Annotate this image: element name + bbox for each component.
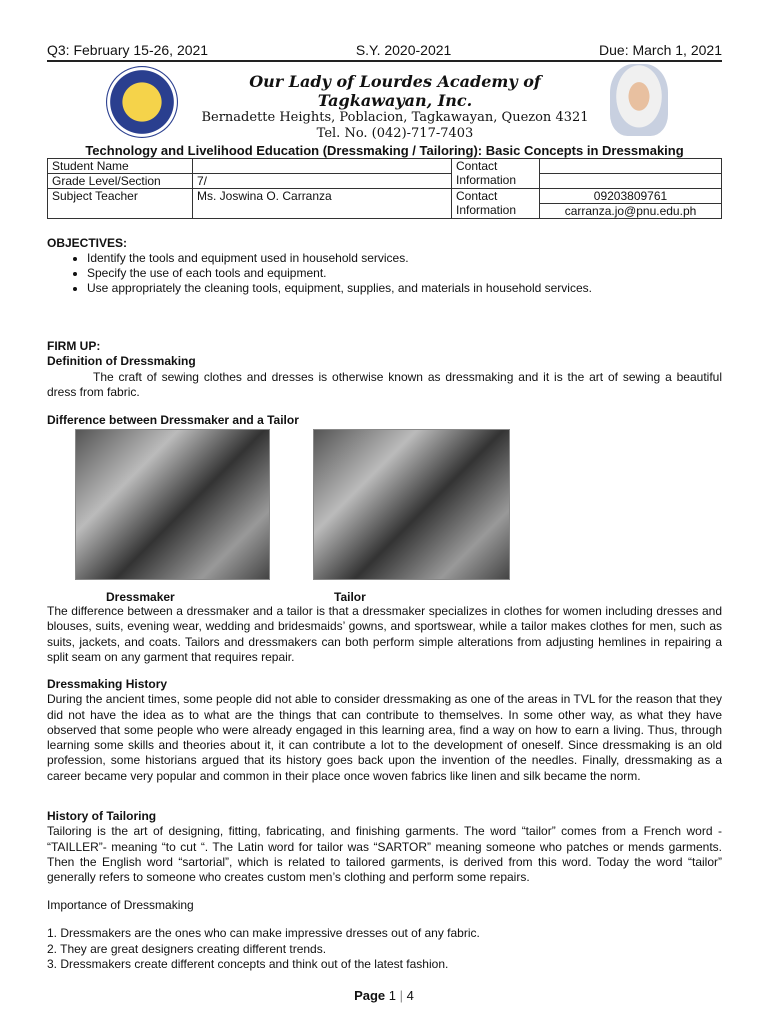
objectives-heading: OBJECTIVES: (47, 236, 128, 250)
quarter-date: Q3: February 15-26, 2021 (47, 42, 209, 58)
firm-up-heading: FIRM UP: (47, 339, 101, 353)
header-bar (47, 42, 722, 62)
teacher-name: Ms. Joswina O. Carranza (193, 189, 452, 219)
objective-item: • Use appropriately the cleaning tools, equipment, supplies, and materials in household services. (87, 281, 722, 296)
school-name: Our Lady of Lourdes Academy of Tagkawayan, Inc. (249, 72, 541, 110)
difference-heading: Difference between Dressmaker and a Tailor (47, 413, 299, 427)
course-title: Technology and Livelihood Education (Dressmaking / Tailoring): Basic Concepts in Dressmaking (85, 143, 684, 158)
definition-heading: Definition of Dressmaking (47, 354, 196, 369)
tailor-caption: Tailor (334, 590, 366, 604)
objectives-section (47, 236, 722, 296)
page-separator: | (399, 988, 404, 1003)
page-total: 4 (406, 988, 414, 1003)
importance-heading: Importance of Dressmaking (47, 898, 194, 912)
teacher-label: Subject Teacher (48, 189, 193, 219)
dressmaker-photo (75, 429, 270, 580)
tailoring-history-text: Tailoring is the art of designing, fitting, fabricating, and finishing garments. The word “tailor” comes from a French word - “TAILLER”- meaning “to cut “. The Latin word for tailor was “SARTOR” meaning someone who patches or mends garments. Then the English word “sartorial”, which is related to tailored garments, is derived from this word. Today the word “tailor” generally refers to someone who creates custom men’s clothing and perform some repairs. (47, 824, 722, 885)
contact-label: Contact Information (452, 159, 540, 189)
student-contact-field[interactable] (540, 159, 722, 174)
teacher-phone: 09203809761 (540, 189, 722, 204)
page-label: Page (354, 988, 386, 1003)
virgin-mary-image (610, 64, 668, 136)
tailoring-history-section (47, 809, 722, 885)
importance-item: 2. They are great designers creating different trends. (47, 941, 327, 956)
due-date: Due: March 1, 2021 (599, 42, 722, 58)
objective-item: • Specify the use of each tools and equipment. (87, 266, 722, 281)
firm-up-section (47, 339, 722, 400)
importance-list (47, 926, 480, 973)
school-tel: Tel. No. (042)-717-7403 (316, 126, 474, 141)
dressmaking-history-section (47, 677, 722, 784)
importance-item: 1. Dressmakers are the ones who can make impressive dresses out of any fabric. (47, 926, 480, 940)
student-name-label: Student Name (48, 159, 193, 174)
dressmaker-caption: Dressmaker (106, 590, 175, 604)
student-info-table (47, 158, 722, 219)
tailor-photo (313, 429, 510, 580)
definition-text: The craft of sewing clothes and dresses is otherwise known as dressmaking and it is the art of sewing a beautiful dress from fabric. (47, 369, 722, 399)
difference-text: The difference between a dressmaker and a tailor is that a dressmaker specializes in clothes for women including dresses and blouses, suits, evening wear, wedding and bridesmaids’ gowns, and sportswear, while a tailor makes clothes for men, such as suits, jackets, and coats. Tailors and dressmakers can both perform simple alterations from adjusting hemlines in repairing a split seam on any garment that requires repair. (47, 604, 722, 664)
student-contact-field-2[interactable] (540, 174, 722, 189)
school-year: S.Y. 2020-2021 (355, 42, 452, 58)
grade-field[interactable]: 7/ (193, 174, 452, 189)
page-footer (0, 988, 768, 1003)
dressmaking-history-text: During the ancient times, some people did not able to consider dressmaking as one of the areas in TVL for the reason that they did not have the idea as to what are the things that can contribute to themselves. In some other way, as what they have observed that some people who were already engaged in this learning area, find a way on how to earn a living. Thus, through learning some skills and theories about it, it can contribute a lot to the development of oneself. Since dressmaking is an old profession, some historians argued that its history goes back upon the invention of the needles. Finally, dressmaking as a career became very popular and common in their place once woven fabrics like linen and silk became the norm. (47, 692, 722, 783)
importance-item: 3. Dressmakers create different concepts and think out of the latest fashion. (47, 957, 449, 971)
school-address: Bernadette Heights, Poblacion, Tagkawayan, Quezon 4321 (201, 110, 589, 125)
teacher-email: carranza.jo@pnu.edu.ph (540, 204, 722, 219)
grade-label: Grade Level/Section (48, 174, 193, 189)
teacher-contact-label: Contact Information (452, 189, 540, 219)
school-header (190, 72, 600, 142)
page-number: 1 (388, 988, 397, 1003)
student-name-field[interactable] (193, 159, 452, 174)
dressmaking-history-heading: Dressmaking History (47, 677, 168, 691)
school-logo (106, 66, 178, 138)
tailoring-history-heading: History of Tailoring (47, 809, 157, 823)
objective-item: • Identify the tools and equipment used in household services. (87, 251, 722, 266)
